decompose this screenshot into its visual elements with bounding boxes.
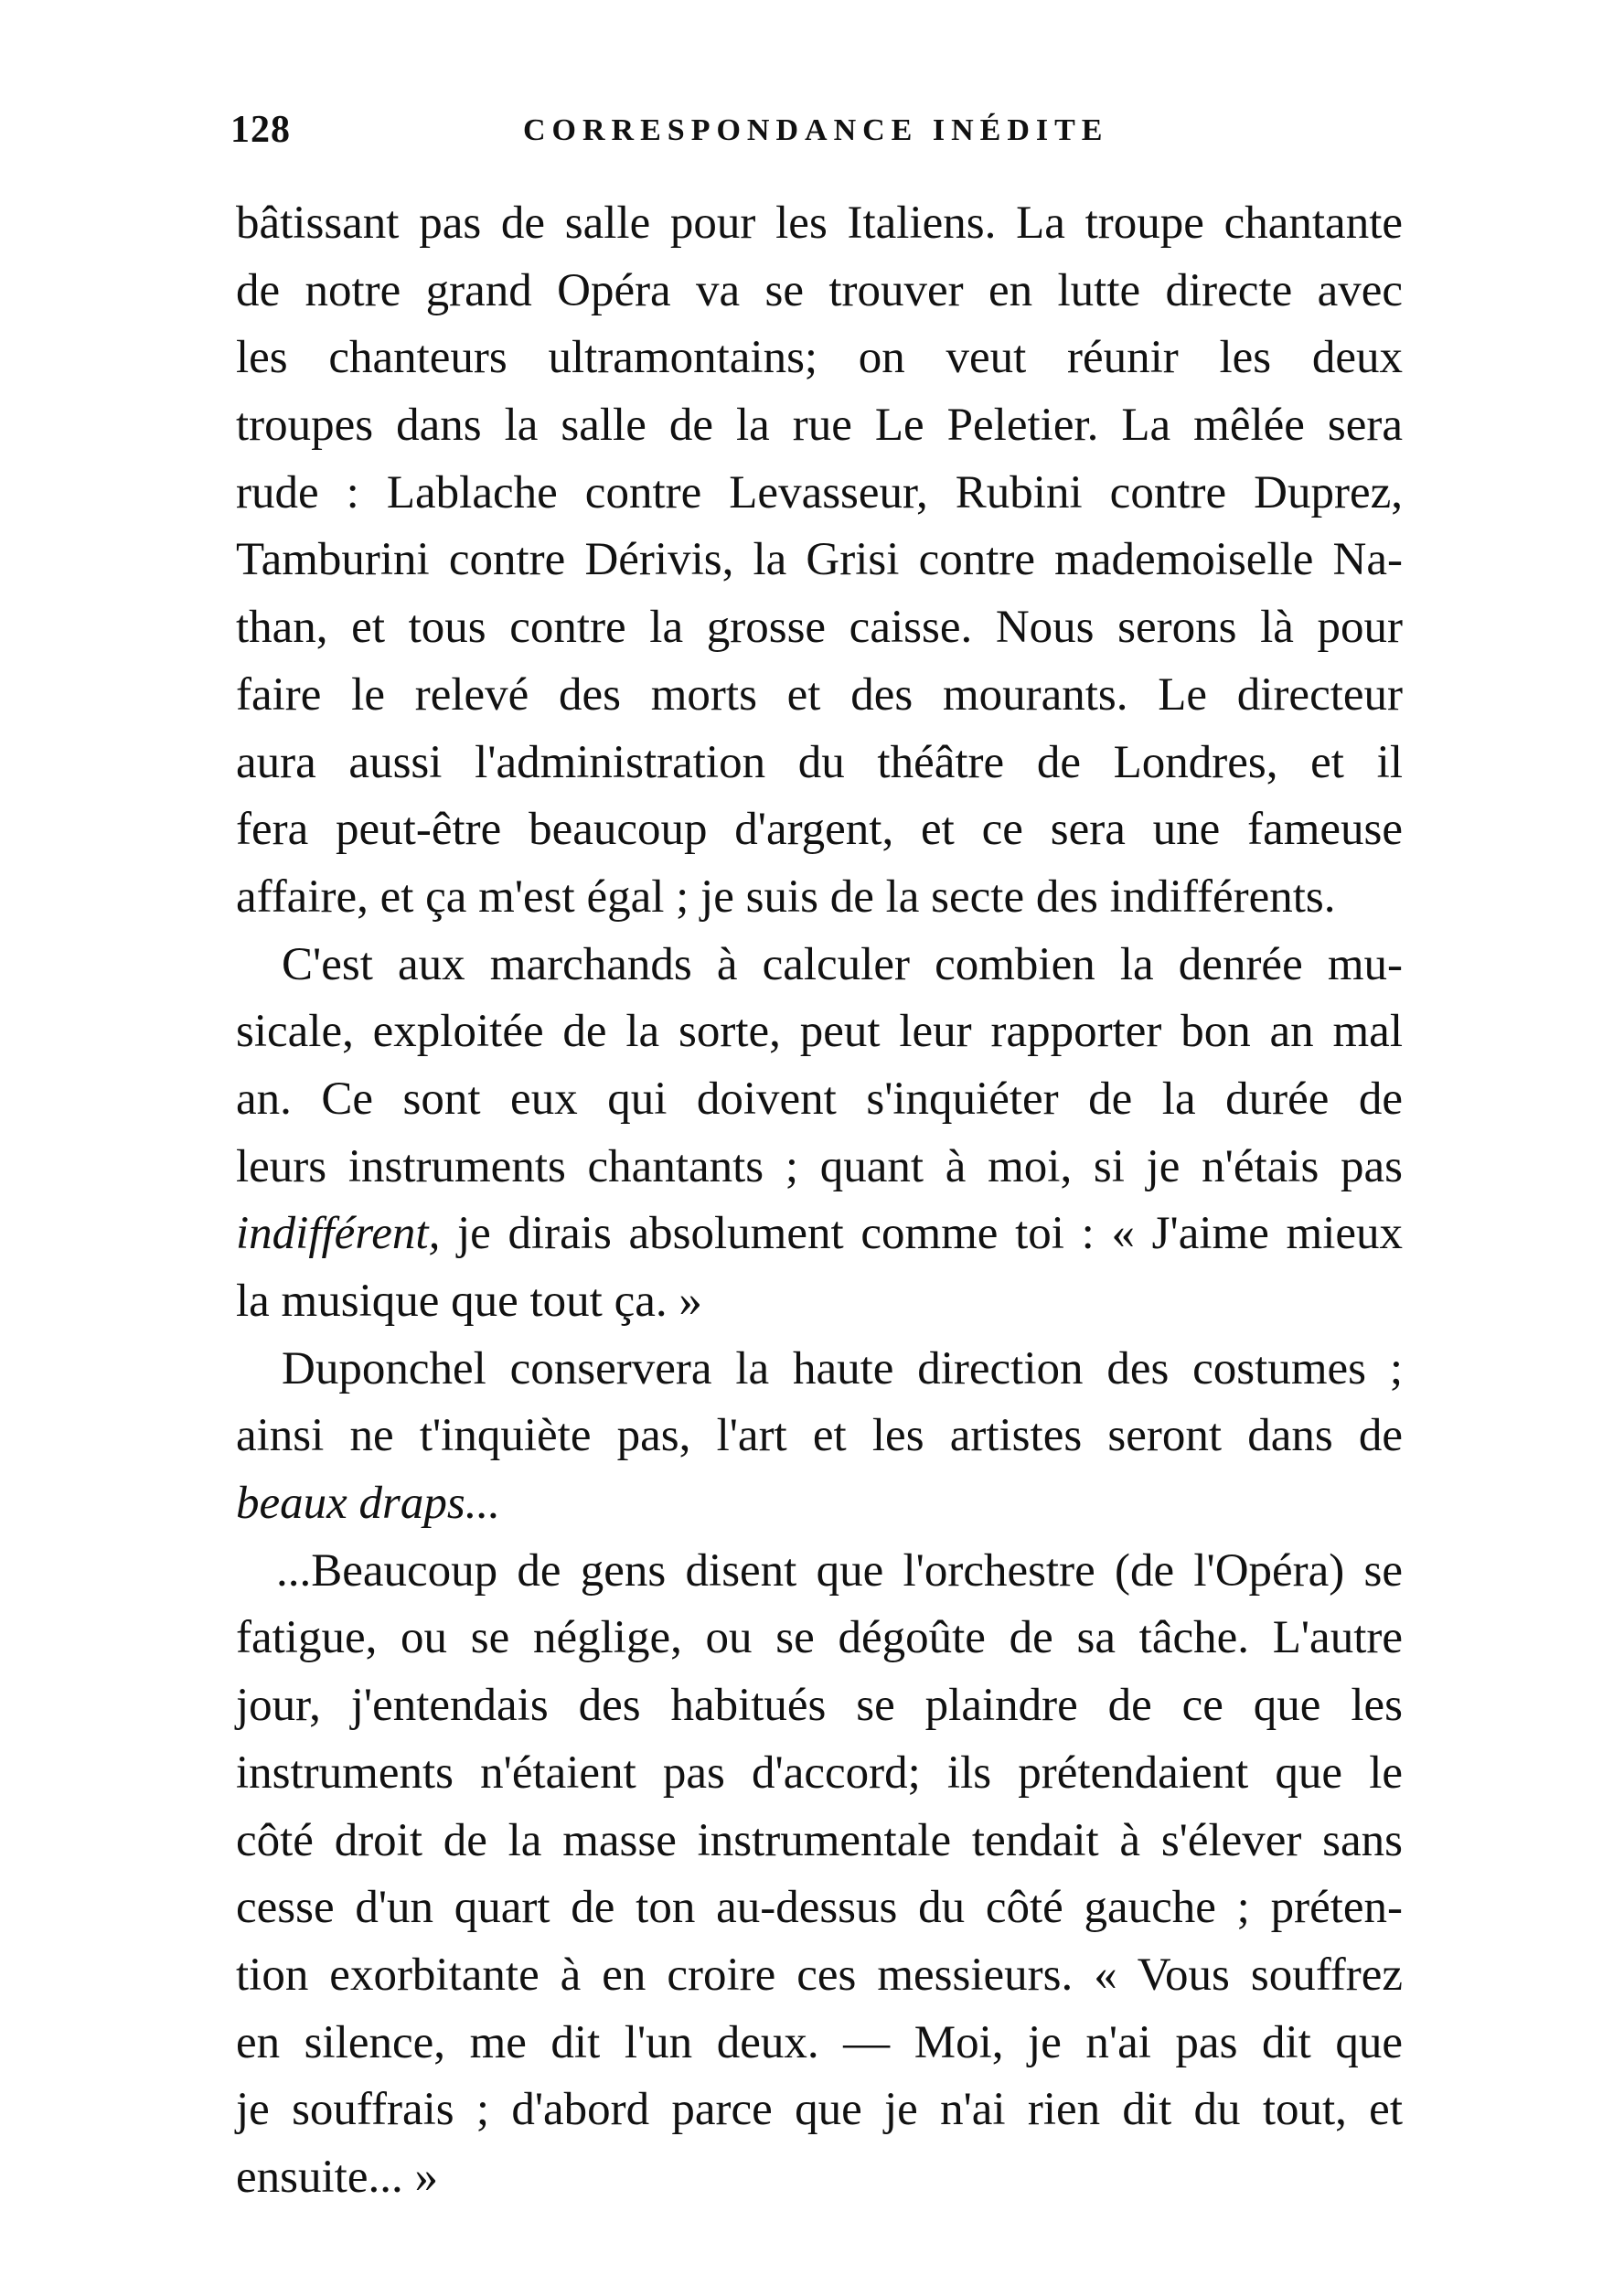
text-line: aura aussi l'administration du théâtre de Londres, et il [236, 736, 1403, 788]
text-line: ensuite... » [236, 2151, 438, 2203]
text-line: ainsi ne t'inquiète pas, l'art et les artistes seront dans de [236, 1410, 1403, 1462]
paragraph-1 [236, 190, 1403, 932]
body-text [236, 190, 1403, 2212]
text-line: an. Ce sont eux qui doivent s'inquiéter de la durée de [236, 1073, 1403, 1125]
text-line: than, et tous contre la grosse caisse. Nous serons là pour [236, 602, 1403, 654]
text-line: C'est aux marchands à calculer combien la denrée mu- [282, 938, 1403, 990]
text-line: leurs instruments chantants ; quant à moi, si je n'étais pas [236, 1140, 1403, 1192]
text-line: de notre grand Opéra va se trouver en lutte directe avec [236, 264, 1403, 316]
text-line: ...Beaucoup de gens disent que l'orchestre (de l'Opéra) se [276, 1544, 1403, 1597]
text-line: bâtissant pas de salle pour les Italiens. La troupe chantante [236, 198, 1403, 249]
paragraph-2 [236, 932, 1403, 1336]
text-line: je souffrais ; d'abord parce que je n'ai rien dit du tout, et [236, 2084, 1403, 2136]
italic-phrase: beaux draps... [236, 1478, 500, 1530]
text-line: les chanteurs ultramontains; on veut réunir les deux [236, 332, 1403, 384]
text-line: en silence, me dit l'un deux. — Moi, je n'ai pas dit que [236, 2016, 1403, 2068]
text-line: cesse d'un quart de ton au-dessus du côté gauche ; préten- [236, 1882, 1403, 1934]
text-line: tion exorbitante à en croire ces messieurs. « Vous souffrez [236, 1949, 1403, 2001]
text-line: rude : Lablache contre Levasseur, Rubini contre Duprez, [236, 466, 1403, 518]
text-line: la musique que tout ça. » [236, 1276, 702, 1327]
paragraph-3 [236, 1336, 1403, 1538]
text-line: faire le relevé des morts et des mourants. Le directeur [236, 668, 1403, 721]
text-line [236, 1201, 1403, 1268]
text-line: instruments n'étaient pas d'accord; ils prétendaient que le [236, 1747, 1403, 1799]
text-line [236, 1470, 1403, 1538]
text-line: troupes dans la salle de la rue Le Peletier. La mêlée sera [236, 400, 1403, 452]
text-line: fatigue, ou se néglige, ou se dégoûte de sa tâche. L'autre [236, 1612, 1403, 1664]
text-line: côté droit de la masse instrumentale tendait à s'élever sans [236, 1814, 1403, 1866]
text-line: jour, j'entendais des habitués se plaindre de ce que les [236, 1680, 1403, 1732]
text-line: fera peut-être beaucoup d'argent, et ce sera une fameuse [236, 804, 1403, 856]
text-segment: je dirais absolument comme toi : « J'aime mieux [440, 1208, 1403, 1260]
page-header [230, 108, 1428, 172]
running-title: CORRESPONDANCE INÉDITE [523, 113, 1109, 147]
page-number: 128 [230, 109, 291, 151]
paragraph-4 [236, 1538, 1403, 2212]
text-line: affaire, et ça m'est égal ; je suis de la secte des indifférents. [236, 871, 1336, 923]
text-line: Duponchel conservera la haute direction des costumes ; [282, 1342, 1403, 1394]
text-line: Tamburini contre Dérivis, la Grisi contre mademoiselle Na- [236, 534, 1403, 586]
text-line: sicale, exploitée de la sorte, peut leur rapporter bon an mal [236, 1006, 1403, 1058]
italic-word: indifférent, [236, 1208, 441, 1260]
